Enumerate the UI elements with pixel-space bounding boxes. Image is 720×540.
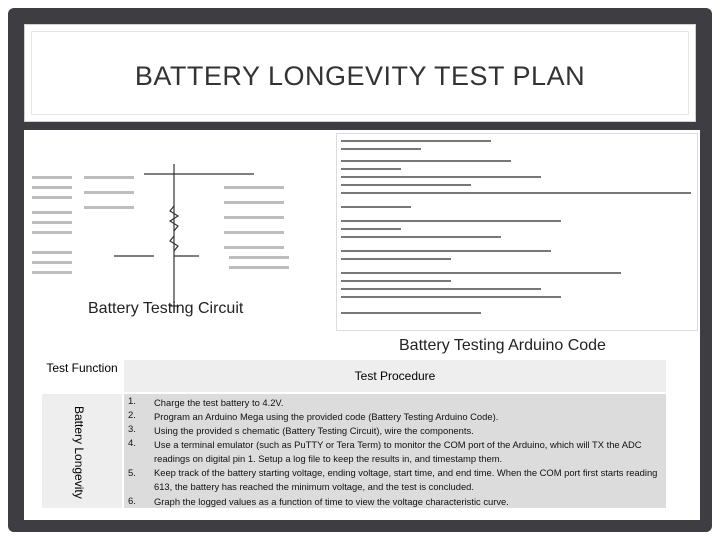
circuit-caption: Battery Testing Circuit: [88, 300, 244, 317]
step-text: Keep track of the battery starting voltage, ending voltage, start time, and end time. When the COM port first starts reading 613, the battery has reached the minimum voltage, and the test is concluded.: [154, 467, 658, 492]
step-text: Using the provided s chematic (Battery Testing Circuit), wire the components.: [154, 425, 474, 436]
function-label: Battery Longevity: [72, 405, 86, 499]
step-num: 6.: [128, 496, 136, 507]
step-num: 5.: [128, 468, 136, 479]
table-header-procedure: Test Procedure: [124, 360, 666, 392]
step-text: Graph the logged values as a function of time to view the voltage characteristic curve.: [154, 496, 509, 507]
step-num: 4.: [128, 438, 136, 449]
slide-title: BATTERY LONGEVITY TEST PLAN: [134, 61, 586, 91]
arduino-code-image: [336, 133, 698, 331]
code-caption: Battery Testing Arduino Code: [399, 337, 606, 354]
step-text: Use a terminal emulator (such as PuTTY or Tera Term) to monitor the COM port of the Arduino, which will TX the ADC readings on digital pin 1. Setup a log file to keep the results in, and timestamp them.: [154, 439, 642, 464]
step-num: 2.: [128, 410, 136, 421]
step-num: 1.: [128, 396, 136, 407]
step-text: Charge the test battery to 4.2V.: [154, 397, 284, 408]
table-header-function: Test Function: [42, 360, 122, 392]
step-num: 3.: [128, 424, 136, 435]
step-text: Program an Arduino Mega using the provided code (Battery Testing Arduino Code).: [154, 411, 499, 422]
table-cell-function: [42, 394, 122, 508]
table-cell-procedure: [124, 394, 666, 508]
title-box: [24, 24, 696, 122]
